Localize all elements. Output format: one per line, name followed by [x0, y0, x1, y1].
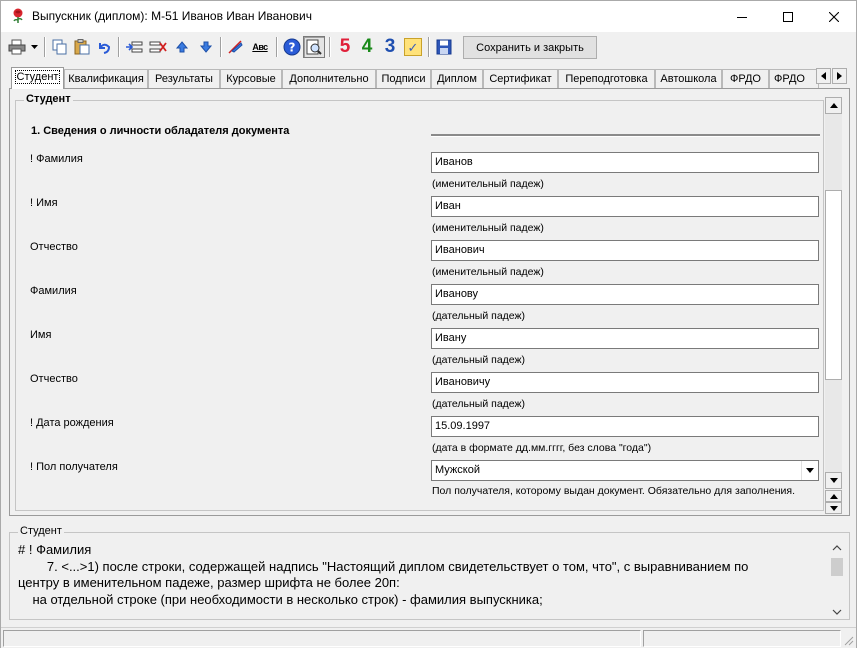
tab-student[interactable]: [11, 67, 64, 89]
grade-3-icon: 3: [384, 36, 396, 57]
minimize-icon: [737, 12, 747, 22]
close-icon: [829, 12, 839, 22]
tab-signatures[interactable]: [376, 69, 431, 88]
maximize-icon: [783, 12, 793, 22]
pen-clear-icon: [227, 39, 245, 55]
field-label-patronymic-dative: Отчество: [30, 373, 78, 385]
check-mark-icon: ✓: [404, 38, 422, 56]
copy-icon: [52, 39, 68, 55]
tab-label: Автошкола: [660, 73, 717, 85]
tab-label: Квалификация: [68, 73, 144, 85]
panel-scrollbar[interactable]: [825, 97, 842, 513]
field-hint: (именительный падеж): [432, 178, 544, 190]
scroll-page-down-button[interactable]: [825, 502, 842, 514]
name-dative-input[interactable]: Ивану: [431, 328, 819, 349]
tab-label: ФРДО: [730, 73, 761, 85]
help-scrollbar[interactable]: [830, 541, 844, 619]
toolbar: [1, 33, 856, 61]
birth-date-input[interactable]: 15.09.1997: [431, 416, 819, 437]
tab-frdo-2[interactable]: [769, 69, 819, 88]
chevron-down-icon: [830, 506, 838, 511]
paste-icon: [74, 39, 90, 55]
help-text[interactable]: [18, 542, 828, 608]
accept-button[interactable]: [402, 36, 424, 58]
tab-label: Дополнительно: [289, 73, 369, 85]
help-title: Студент: [20, 525, 62, 537]
delete-row-button[interactable]: [147, 36, 169, 58]
tab-label: Студент: [16, 71, 59, 83]
name-nominative-input[interactable]: Иван: [431, 196, 819, 217]
chevron-up-icon: [830, 543, 844, 553]
tab-content-panel: [9, 88, 850, 516]
tab-additional[interactable]: [282, 69, 376, 88]
move-down-button[interactable]: [195, 36, 217, 58]
student-group: [15, 93, 824, 511]
tab-qualification[interactable]: [64, 69, 148, 88]
tab-coursework[interactable]: [220, 69, 282, 88]
chevron-down-icon: [806, 468, 814, 473]
insert-row-icon: [125, 39, 143, 55]
field-hint: (дата в формате дд.мм.гггг, без слова "года"): [432, 442, 652, 454]
tab-strip: [9, 67, 847, 89]
scroll-up-button[interactable]: [825, 97, 842, 114]
spellcheck-button[interactable]: [248, 36, 272, 58]
status-bar: [1, 627, 856, 648]
chevron-down-icon: [830, 607, 844, 617]
chevron-left-icon: [821, 72, 826, 80]
paste-button[interactable]: [71, 36, 93, 58]
clear-button[interactable]: [225, 36, 247, 58]
scroll-down-button[interactable]: [825, 472, 842, 489]
dropdown-arrow-icon: [31, 45, 38, 49]
surname-dative-input[interactable]: Иванову: [431, 284, 819, 305]
field-label-patronymic: Отчество: [30, 241, 78, 253]
gender-select-value: Мужской: [435, 464, 480, 476]
chevron-right-icon: [837, 72, 842, 80]
minimize-button[interactable]: [719, 1, 765, 32]
status-panel: [3, 630, 641, 647]
svg-text:?: ?: [288, 40, 296, 55]
section-title: 1. Сведения о личности обладателя документа: [31, 125, 290, 137]
help-line: на отдельной строке (при необходимости в несколько строк) - фамилия выпускника;: [18, 591, 543, 607]
toolbar-separator: [329, 37, 331, 57]
chevron-down-icon: [830, 478, 838, 483]
toolbar-separator: [276, 37, 278, 57]
field-hint: (именительный падеж): [432, 222, 544, 234]
window-title: Выпускник (диплом): М-51 Иванов Иван Иванович: [32, 9, 312, 23]
print-menu-button[interactable]: [28, 36, 40, 58]
tab-retraining[interactable]: [558, 69, 655, 88]
tabs-scroll-left-button[interactable]: [816, 68, 831, 84]
move-up-button[interactable]: [171, 36, 193, 58]
help-icon: [283, 38, 301, 56]
spellcheck-icon: Авс: [252, 42, 268, 52]
field-label-name-dative: Имя: [30, 329, 52, 341]
delete-row-icon: [149, 39, 167, 55]
tabs-scroll-right-button[interactable]: [832, 68, 847, 84]
resize-grip-icon[interactable]: [842, 634, 854, 646]
save-and-close-button[interactable]: Сохранить и закрыть: [463, 36, 597, 59]
chevron-up-icon: [830, 103, 838, 108]
toolbar-separator: [428, 37, 430, 57]
help-group: [9, 525, 850, 620]
field-hint: (именительный падеж): [432, 266, 544, 278]
floppy-disk-icon: [436, 39, 452, 55]
rose-app-icon: [10, 8, 26, 24]
tab-driving-school[interactable]: [655, 69, 722, 88]
save-button[interactable]: [433, 36, 455, 58]
chevron-up-icon: [830, 494, 838, 499]
tab-label: Результаты: [155, 73, 213, 85]
grade-5-icon: 5: [339, 36, 351, 57]
tab-label: Курсовые: [226, 73, 276, 85]
help-scroll-thumb[interactable]: [831, 558, 843, 576]
close-button[interactable]: [811, 1, 857, 32]
printer-icon: [8, 39, 26, 55]
print-button[interactable]: [3, 36, 31, 58]
surname-nominative-input[interactable]: Иванов: [431, 152, 819, 173]
tab-results[interactable]: [148, 69, 220, 88]
copy-button[interactable]: [49, 36, 71, 58]
group-title: Студент: [26, 93, 71, 105]
scroll-page-up-button[interactable]: [825, 490, 842, 502]
scroll-track[interactable]: [825, 114, 842, 472]
help-line: 7. <...>1) после строки, содержащей надпись "Настоящий диплом свидетельствует о том, что", с выравниванием по: [18, 558, 749, 574]
tab-label: Диплом: [437, 73, 477, 85]
tab-frdo-1[interactable]: [722, 69, 769, 88]
field-hint: (дательный падеж): [432, 354, 526, 366]
arrow-down-icon: [198, 39, 214, 55]
title-bar[interactable]: [1, 1, 856, 32]
gender-dropdown-button[interactable]: [801, 461, 818, 480]
undo-button[interactable]: [93, 36, 115, 58]
field-hint: (дательный падеж): [432, 310, 526, 322]
grade-4-icon: 4: [361, 36, 373, 57]
grade-3-button[interactable]: [379, 36, 401, 58]
scroll-thumb[interactable]: [825, 190, 842, 380]
preview-icon: [306, 39, 322, 55]
tab-label: Переподготовка: [565, 73, 648, 85]
toolbar-separator: [44, 37, 46, 57]
tab-label: Подписи: [381, 73, 426, 85]
patronymic-nominative-input[interactable]: Иванович: [431, 240, 819, 261]
undo-icon: [96, 39, 112, 55]
tab-certificate[interactable]: [483, 69, 558, 88]
toolbar-separator: [220, 37, 222, 57]
maximize-button[interactable]: [765, 1, 811, 32]
field-label-surname: ! Фамилия: [30, 153, 83, 165]
tab-diploma[interactable]: [431, 69, 483, 88]
help-line: центру в именительном падеже, размер шрифта не более 20п:: [18, 575, 400, 590]
toolbar-separator: [118, 37, 120, 57]
arrow-up-icon: [174, 39, 190, 55]
grade-5-button[interactable]: [334, 36, 356, 58]
help-line: # ! Фамилия: [18, 542, 92, 557]
tab-label: ФРДО: [774, 73, 805, 85]
field-label-name: ! Имя: [30, 197, 58, 209]
field-hint: (дательный падеж): [432, 398, 526, 410]
help-button[interactable]: [281, 36, 303, 58]
gender-select[interactable]: [431, 460, 819, 481]
field-label-gender: ! Пол получателя: [30, 461, 118, 473]
field-label-surname-dative: Фамилия: [30, 285, 77, 297]
status-panel: [643, 630, 841, 647]
field-hint: Пол получателя, которому выдан документ. Обязательно для заполнения.: [432, 485, 795, 497]
patronymic-dative-input[interactable]: Ивановичу: [431, 372, 819, 393]
tab-label: Сертификат: [489, 73, 552, 85]
section-divider: [431, 134, 820, 137]
insert-row-button[interactable]: [123, 36, 145, 58]
field-label-birth-date: ! Дата рождения: [30, 417, 114, 429]
grade-4-button[interactable]: [356, 36, 378, 58]
preview-toggle-button[interactable]: [303, 36, 325, 58]
